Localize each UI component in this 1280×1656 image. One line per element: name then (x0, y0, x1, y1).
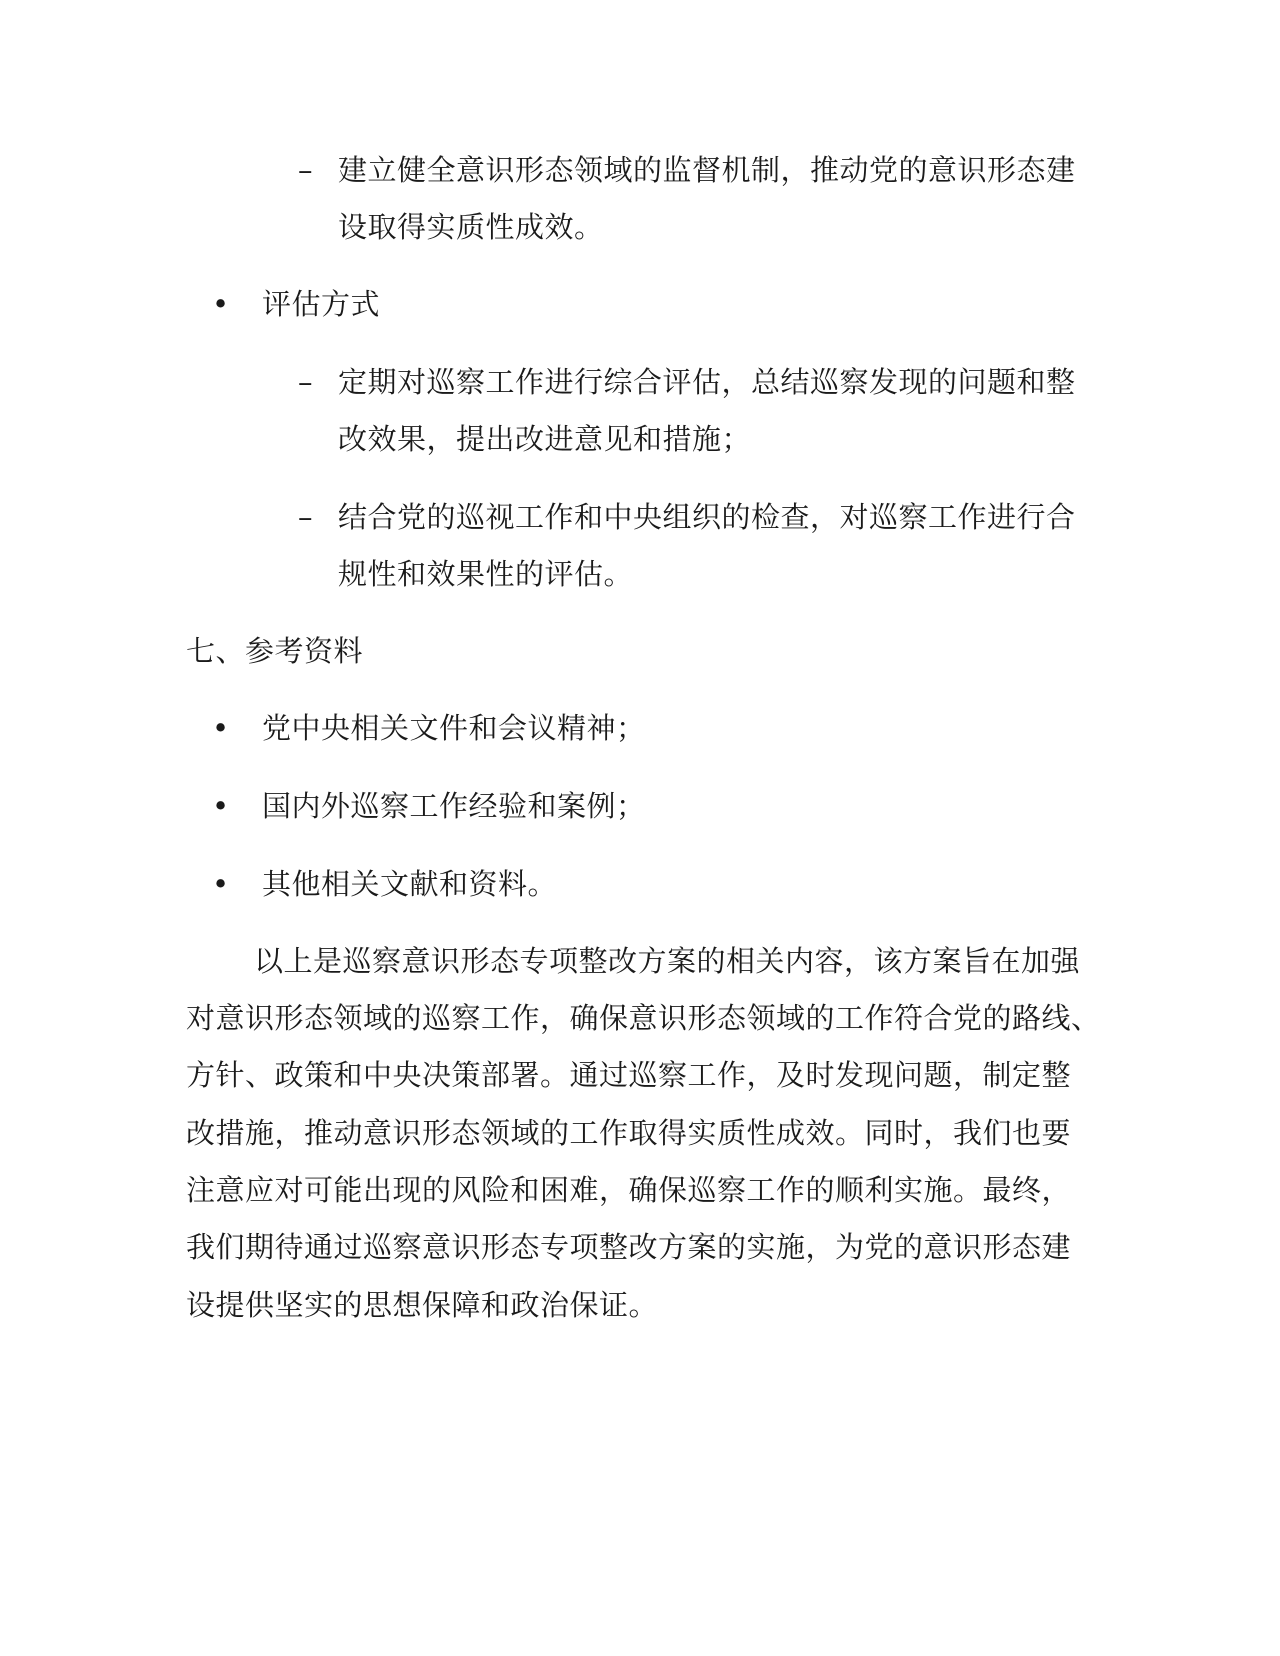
conclusion-line: 设提供坚实的思想保障和政治保证。 (186, 1288, 659, 1322)
dash-marker: – (298, 365, 313, 399)
conclusion-line: 以上是巡察意识形态专项整改方案的相关内容，该方案旨在加强 (254, 944, 1081, 978)
item3-line2: 规性和效果性的评估。 (338, 557, 634, 591)
reference-item: 其他相关文献和资料。 (262, 867, 558, 901)
item2-line1: 定期对巡察工作进行综合评估，总结巡察发现的问题和整 (338, 365, 1076, 399)
item1-line1: 建立健全意识形态领域的监督机制，推动党的意识形态建 (338, 153, 1076, 187)
bullet-marker: • (212, 711, 230, 745)
conclusion-line: 注意应对可能出现的风险和困难，确保巡察工作的顺利实施。最终， (186, 1173, 1072, 1207)
reference-item: 党中央相关文件和会议精神； (262, 711, 646, 745)
bullet-marker: • (212, 287, 230, 321)
bullet-marker: • (212, 867, 230, 901)
item2-line2: 改效果，提出改进意见和措施； (338, 422, 752, 456)
bullet-eval-label: 评估方式 (262, 287, 381, 321)
section-heading: 七、参考资料 (186, 634, 364, 668)
item1-line2: 设取得实质性成效。 (338, 210, 604, 244)
dash-marker: – (298, 500, 313, 534)
conclusion-line: 改措施，推动意识形态领域的工作取得实质性成效。同时，我们也要 (186, 1116, 1072, 1150)
bullet-marker: • (212, 789, 230, 823)
conclusion-line: 我们期待通过巡察意识形态专项整改方案的实施，为党的意识形态建 (186, 1230, 1072, 1264)
item3-line1: 结合党的巡视工作和中央组织的检查，对巡察工作进行合 (338, 500, 1076, 534)
reference-item: 国内外巡察工作经验和案例； (262, 789, 646, 823)
dash-marker: – (298, 153, 313, 187)
conclusion-line: 对意识形态领域的巡察工作，确保意识形态领域的工作符合党的路线、 (186, 1001, 1101, 1035)
conclusion-line: 方针、政策和中央决策部署。通过巡察工作，及时发现问题，制定整 (186, 1058, 1072, 1092)
